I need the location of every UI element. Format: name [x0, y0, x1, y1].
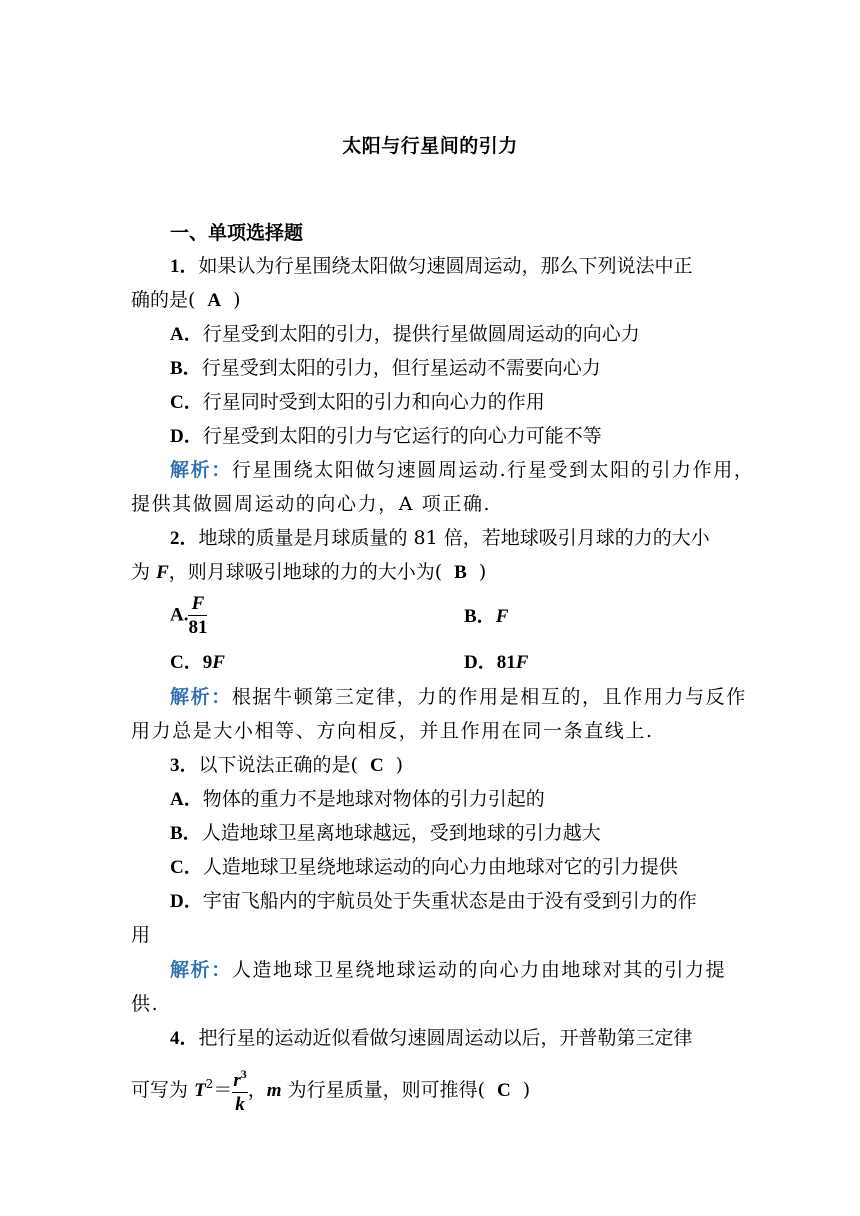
option-b: B．F	[464, 606, 509, 627]
explanation-label: 解析：	[170, 686, 232, 708]
option-c: C．行星同时受到太阳的引力和向心力的作用	[170, 391, 545, 413]
question-2-stem-cont: 为 F，则月球吸引地球的力的大小为( B )	[131, 561, 487, 583]
explanation-label: 解析：	[170, 959, 232, 981]
option-c: C．人造地球卫星绕地球运动的向心力由地球对它的引力提供	[170, 856, 678, 878]
question-number: 1．	[170, 256, 199, 277]
question-number: 2．	[170, 528, 199, 549]
explanation-2: 解析：根据牛顿第三定律，力的作用是相互的，且作用力与反作	[170, 686, 747, 708]
question-number: 4．	[170, 1028, 199, 1049]
option-d: D．81F	[464, 652, 529, 673]
question-2-stem: 2．地球的质量是月球质量的 81 倍，若地球吸引月球的力的大小	[170, 527, 710, 549]
explanation-3-cont: 供.	[131, 993, 160, 1015]
question-1-stem-cont: 确的是( A )	[131, 289, 241, 311]
fraction: $\frac{F}{81}$	[188, 593, 208, 638]
option-d-cont: 用	[131, 924, 151, 946]
option-a: A．物体的重力不是地球对物体的引力引起的	[170, 788, 545, 810]
explanation-1: 解析：行星围绕太阳做匀速圆周运动.行星受到太阳的引力作用，	[170, 459, 755, 481]
section-heading: 一、单项选择题	[170, 222, 304, 244]
question-3-stem: 3．以下说法正确的是( C )	[170, 754, 404, 776]
option-d: D．宇宙飞船内的宇航员处于失重状态是由于没有受到引力的作	[170, 890, 697, 912]
answer-letter: B	[454, 562, 467, 583]
explanation-2-cont: 用力总是大小相等、方向相反，并且作用在同一条直线上.	[131, 720, 654, 742]
answer-letter: C	[369, 755, 384, 776]
option-a: A. $\frac{F}{81}$	[170, 593, 208, 638]
option-d: D．行星受到太阳的引力与它运行的向心力可能不等	[170, 425, 602, 447]
fraction: $\frac{r^3}{k}$	[233, 1067, 247, 1115]
answer-letter: C	[497, 1080, 511, 1101]
question-4-stem: 4．把行星的运动近似看做匀速圆周运动以后，开普勒第三定律	[170, 1027, 693, 1049]
question-4-stem-cont: 可写为 $T^2=$ $\frac{r^3}{k}$ ，m 为行星质量，则可推得( C )	[131, 1067, 531, 1115]
page-title: 太阳与行星间的引力	[342, 135, 518, 157]
explanation-label: 解析：	[170, 459, 232, 481]
answer-letter: A	[207, 290, 222, 311]
option-c: C．9F	[170, 652, 225, 673]
option-a: A．行星受到太阳的引力，提供行星做圆周运动的向心力	[170, 323, 640, 345]
explanation-3: 解析：人造地球卫星绕地球运动的向心力由地球对其的引力提	[170, 959, 727, 981]
question-number: 3．	[170, 755, 199, 776]
explanation-1-cont: 提供其做圆周运动的向心力，A 项正确.	[131, 493, 492, 515]
option-b: B．人造地球卫星离地球越远，受到地球的引力越大	[170, 822, 601, 844]
option-b: B．行星受到太阳的引力，但行星运动不需要向心力	[170, 357, 601, 379]
question-1-stem: 1．如果认为行星围绕太阳做匀速圆周运动，那么下列说法中正	[170, 255, 693, 277]
